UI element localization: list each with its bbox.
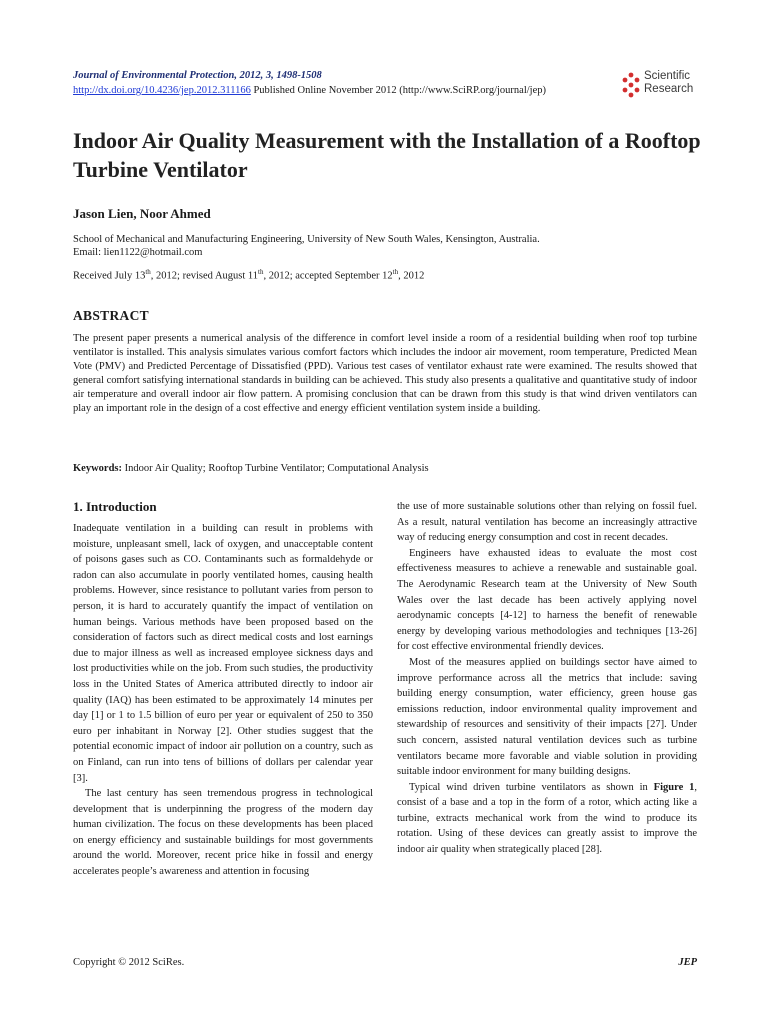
email: Email: lien1122@hotmail.com (73, 247, 203, 258)
authors: Jason Lien, Noor Ahmed (73, 206, 211, 221)
paragraph: Most of the measures applied on buildings sector have aimed to improve performance across all the metrics that include: saving building energy consumption, water efficiency, green house gas emissions reduction, indoor environmental quality improvement and stewardship of resources and sensitivity of their impacts [27]. Under such concern, assisted natural ventilation devices such as turbine ventilators became more favorable and viable solution in providing suitable indoor environment for many building designs. (397, 656, 697, 778)
left-column (73, 521, 373, 880)
right-column (397, 499, 697, 858)
paragraph: Engineers have exhausted ideas to evaluate the most cost effectiveness measures to achieve a renewable and sustainable goal. The Aerodynamic Research team at the University of New South Wales over the last decade has been actively applying novel aerodynamic concepts [4-12] to harness the benefit of renewable energy by developing various methodologies and techniques [13-26] for cost effective environmental friendly devices. (397, 547, 697, 653)
affiliation-block (73, 233, 713, 259)
abstract-text: The present paper presents a numerical analysis of the difference in comfort level inside a room of a residential building when roof top turbine ventilator is installed. This analysis simulates various comfort factors which includes the indoor air movement, room temperature, Predicted Mean Vote (PMV) and Predicted Percentage of Dissatisfied (PPD). Various test cases of ventilator exhaust rate were examined. The results showed that general comfort satisfying international standards in building can be achieved. This study also presents a qualitative and quantitative study of indoor air temperature and overall indoor air flow pattern. A promising conclusion that can be drawn from this study is that wind driven ventilators can play an important role in the design of a cost effective and energy efficient ventilation system inside a building. (73, 333, 697, 414)
journal-abbrev: JEP (678, 957, 697, 968)
keywords-text: Indoor Air Quality; Rooftop Turbine Ventilator; Computational Analysis (122, 463, 429, 474)
abstract-heading: ABSTRACT (73, 308, 149, 323)
copyright: Copyright © 2012 SciRes. (73, 957, 185, 968)
page-footer (73, 957, 697, 968)
journal-citation: Journal of Environmental Protection, 2012, 3, 1498-1508 (73, 70, 322, 81)
keywords-label: Keywords: (73, 463, 122, 474)
section-heading-introduction: 1. Introduction (73, 499, 157, 514)
paper-title: Indoor Air Quality Measurement with the Installation of a Rooftop Turbine Ventilator (73, 128, 701, 182)
paragraph: Typical wind driven turbine ventilators as shown in Figure 1, consist of a base and a top in the form of a rotor, which acting like a turbine, extracts mechanical work from the wind to produce its rotation. Using of these devices can greatly assist to improve the indoor air quality when strategically placed [28]. (397, 781, 697, 856)
logo-line-1: Scientific (644, 70, 691, 82)
figure-reference[interactable]: Figure 1 (653, 781, 695, 793)
paragraph: The last century has seen tremendous progress in technological development that is underpinning the progress of the modern day human civilization. The focus on these developments has been placed on energy efficiency and sustainable buildings for most governments around the world. Moreover, recent price hike in fossil and energy accelerates people’s awareness and attention in focusing (73, 788, 373, 878)
keywords (73, 463, 697, 474)
paragraph: the use of more sustainable solutions other than relying on fossil fuel. As a result, natural ventilation has become an increasingly attractive way of reducing energy consumption and cost in recent decades. (397, 501, 697, 544)
doi-line (73, 83, 633, 98)
logo-line-2: Research (644, 83, 694, 95)
published-online: Published Online November 2012 (http://www.SciRP.org/journal/jep) (250, 85, 546, 96)
received-dates: Received July 13th, 2012; revised August 11th, 2012; accepted September 12th, 2012 (73, 268, 425, 282)
scirp-logo (620, 70, 700, 102)
affiliation: School of Mechanical and Manufacturing Engineering, University of New South Wales, Kensington, Australia. (73, 234, 540, 245)
scirp-logo-icon (620, 72, 642, 98)
paragraph: Inadequate ventilation in a building can result in problems with moisture, unpleasant smell, lack of oxygen, and unacceptable content of poisons gases such as CO. Contaminants such as formaldehyde or radon can also accumulate in poorly ventilated homes, causing health problems. However, since resistance to pollutant varies from person to person, it is hard to accurately quantify the impact of ventilation on human beings. Various methods have been proposed based on the consideration of factors such as direct medical costs and lost earnings due to major illness as well as increased employee sickness days and lost productivities while on the job. From such studies, the productivity loss in the United States of America attributed directly to indoor air quality (IAQ) has been estimated to be approximately 14 minutes per day [1] or 1 to 1.5 billion of euro per year or equivalent of 250 to 350 euro per inhabitant in Norway [2]. Other studies suggest that the potential economic impact of indoor air pollution on a country, such as on Finland, can run into tens of billions of dollars per calendar year [3]. (73, 523, 373, 784)
journal-header (73, 68, 633, 98)
doi-link[interactable]: http://dx.doi.org/10.4236/jep.2012.311166 (73, 85, 251, 96)
logo-text (644, 70, 693, 96)
